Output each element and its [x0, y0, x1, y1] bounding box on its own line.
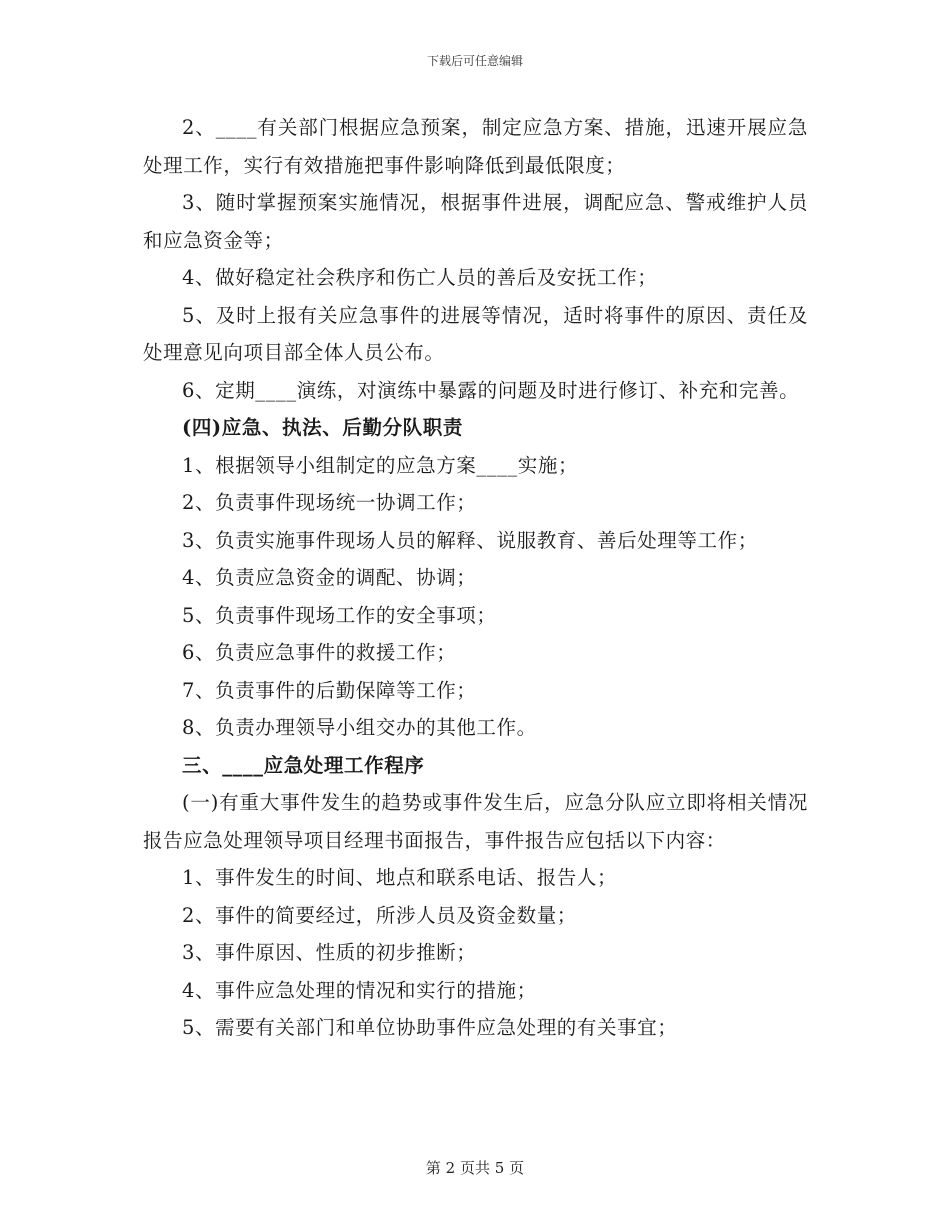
paragraph: 7、负责事件的后勤保障等工作； — [182, 678, 477, 702]
paragraph: 3、事件原因、性质的初步推断； — [182, 941, 477, 964]
page-footer: 第 2 页共 5 页 — [425, 1159, 525, 1177]
document-body — [143, 109, 808, 1047]
paragraph: 2、事件的简要经过，所涉人员及资金数量； — [182, 903, 577, 927]
paragraph: 4、负责应急资金的调配、协调； — [182, 566, 477, 589]
paragraph: (一)有重大事件发生的趋势或事件发生后，应急分队应立即将相关情况报告应急处理领导项目经理书面报告，事件报告应包括以下内容： — [143, 791, 808, 852]
paragraph: 3、负责实施事件现场人员的解释、说服教育、善后处理等工作； — [182, 528, 758, 552]
section-heading: (四)应急、执法、后勤分队职责 — [182, 416, 463, 439]
paragraph: 2、负责事件现场统一协调工作； — [182, 491, 477, 514]
section-heading: 三、____应急处理工作程序 — [182, 753, 425, 777]
paragraph: 1、根据领导小组制定的应急方案____实施； — [182, 453, 579, 477]
page-header: 下载后可任意编辑 — [426, 54, 523, 68]
paragraph: 5、需要有关部门和单位协助事件应急处理的有关事宜； — [182, 1016, 678, 1039]
paragraph: 6、负责应急事件的救援工作； — [182, 641, 457, 664]
paragraph: 1、事件发生的时间、地点和联系电话、报告人； — [182, 866, 618, 889]
paragraph: 8、负责办理领导小组交办的其他工作。 — [182, 716, 537, 739]
paragraph: 6、定期____演练，对演练中暴露的问题及时进行修订、补充和完善。 — [182, 378, 800, 402]
paragraph: 5、及时上报有关应急事件的进展等情况，适时将事件的原因、责任及处理意见向项目部全体人员公布。 — [143, 303, 808, 364]
paragraph: 5、负责事件现场工作的安全事项； — [182, 603, 497, 627]
paragraph: 4、做好稳定社会秩序和伤亡人员的善后及安抚工作； — [182, 266, 658, 289]
paragraph: 3、随时掌握预案实施情况，根据事件进展，调配应急、警戒维护人员和应急资金等； — [143, 191, 808, 252]
paragraph: 4、事件应急处理的情况和实行的措施； — [182, 978, 537, 1002]
paragraph: 2、____有关部门根据应急预案，制定应急方案、措施，迅速开展应急处理工作，实行有效措施把事件影响降低到最低限度； — [143, 116, 808, 177]
